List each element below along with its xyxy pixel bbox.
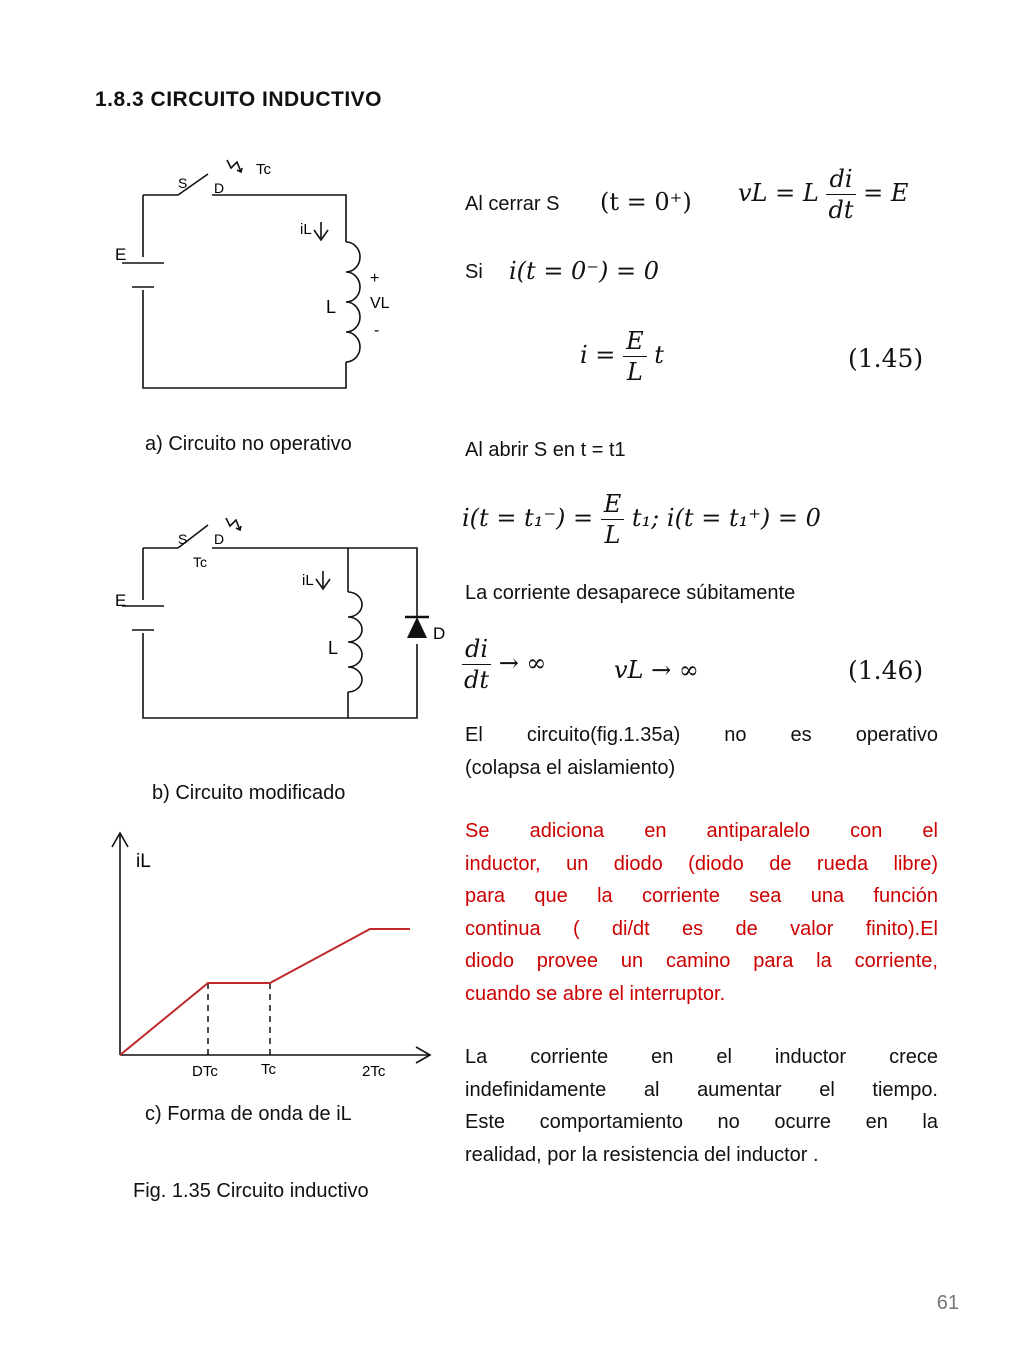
initial-condition: i(t = 0⁻) = 0	[509, 257, 659, 285]
equation-open-num: E	[601, 489, 625, 520]
diode-a-label: D	[214, 180, 225, 196]
equation-vl-fraction	[826, 164, 855, 225]
paragraph-not-operative-line-1: El circuito(fig.1.35a) no es operativo	[465, 724, 938, 746]
switch-b-label: S	[178, 531, 188, 547]
equation-open	[462, 489, 821, 550]
red-line-4: continua ( di/dt es de valor finito).El	[465, 917, 938, 940]
equation-146	[462, 634, 546, 695]
freewheel-diode-label: D	[433, 624, 446, 643]
equation-145-den: L	[626, 358, 643, 386]
inductor-a-coils	[346, 242, 360, 362]
equation-145-rhs: t	[654, 341, 664, 369]
section-title: 1.8.3 CIRCUITO INDUCTIVO	[95, 88, 382, 111]
equation-open-den: L	[604, 521, 621, 549]
paragraph-current-growth	[465, 1041, 938, 1171]
equation-vl-num: di	[826, 164, 855, 195]
paragraph-not-operative	[465, 719, 938, 784]
equation-open-fraction	[601, 489, 625, 550]
equation-146-arrow: → ∞	[498, 649, 547, 677]
circuit-b-diagram	[100, 505, 460, 730]
red-line-3: para que la corriente sea una función	[465, 885, 938, 907]
period-a-label: Tc	[256, 161, 271, 178]
page-number: 61	[936, 1292, 959, 1314]
figure-caption: Fig. 1.35 Circuito inductivo	[133, 1180, 369, 1202]
diode-b-small-label: D	[214, 531, 225, 547]
current-vanishes-text: La corriente desaparece súbitamente	[465, 582, 796, 604]
waveform-diagram	[100, 825, 440, 1090]
inductor-b-coils	[348, 592, 362, 692]
equation-145-number: (1.45)	[848, 344, 924, 373]
period-b-label: Tc	[193, 554, 207, 570]
equation-145-fraction	[623, 326, 647, 387]
tick-dtc: DTc	[192, 1063, 218, 1080]
red-line-1: Se adiciona en antiparalelo con el	[465, 820, 938, 842]
red-line-2: inductor, un diodo (diodo de rueda libre)	[465, 852, 938, 875]
equation-open-rhs: t₁; i(t = t₁⁺) = 0	[631, 504, 821, 532]
caption-c: c) Forma de onda de iL	[145, 1103, 352, 1125]
switch-a-label: S	[178, 175, 188, 191]
close-condition: (t = 0⁺)	[600, 188, 692, 216]
plus-sign: +	[370, 270, 380, 287]
equation-145	[580, 326, 664, 387]
paragraph-freewheel-diode	[465, 815, 938, 1010]
caption-b: b) Circuito modificado	[152, 782, 346, 804]
equation-146-vl: vL → ∞	[614, 656, 699, 684]
voltage-label: VL	[370, 295, 390, 312]
equation-145-lhs: i =	[580, 341, 616, 369]
source-b-label: E	[115, 591, 127, 610]
circuit-a-diagram	[100, 150, 430, 410]
freewheel-diode	[407, 617, 427, 638]
wire-b-top-right	[212, 548, 417, 617]
si-label: Si	[465, 261, 483, 283]
equation-vl-rhs: = E	[863, 179, 909, 207]
equation-open-lhs: i(t = t₁⁻) =	[462, 504, 594, 532]
close-switch-label: Al cerrar S	[465, 193, 560, 215]
tick-2tc: 2Tc	[362, 1063, 386, 1080]
growth-line-1: La corriente en el inductor crece	[465, 1046, 938, 1068]
tick-tc: Tc	[261, 1061, 276, 1078]
inductor-b-label: L	[328, 638, 339, 658]
wire-a-top-right	[212, 195, 346, 242]
paragraph-not-operative-line-2: (colapsa el aislamiento)	[465, 756, 676, 779]
equation-146-den: dt	[464, 666, 490, 694]
waveform-line	[120, 929, 410, 1055]
equation-vl	[738, 164, 908, 225]
growth-line-3: Este comportamiento no ocurre en la	[465, 1111, 938, 1133]
source-a-label: E	[115, 245, 127, 264]
equation-145-num: E	[623, 326, 647, 357]
equation-146-number: (1.46)	[848, 656, 924, 685]
equation-146-fraction	[462, 634, 491, 695]
equation-vl-den: dt	[828, 196, 854, 224]
open-switch-label: Al abrir S en t = t1	[465, 439, 626, 461]
equation-vl-lhs: vL = L	[738, 179, 819, 207]
growth-line-2: indefinidamente al aumentar el tiempo.	[465, 1078, 938, 1101]
minus-sign: -	[374, 322, 380, 339]
current-b-label: iL	[302, 572, 314, 589]
red-line-5: diodo provee un camino para la corriente,	[465, 950, 938, 972]
growth-line-4: realidad, por la resistencia del inductor .	[465, 1143, 819, 1166]
inductor-a-label: L	[326, 297, 337, 317]
current-a-label: iL	[300, 221, 312, 238]
wire-a-left-bottom	[143, 290, 346, 388]
wire-b-left-bottom	[143, 633, 417, 718]
red-line-6: cuando se abre el interruptor.	[465, 982, 726, 1005]
equation-146-num: di	[462, 634, 491, 665]
caption-a: a) Circuito no operativo	[145, 433, 352, 455]
y-axis-label: iL	[136, 851, 151, 872]
